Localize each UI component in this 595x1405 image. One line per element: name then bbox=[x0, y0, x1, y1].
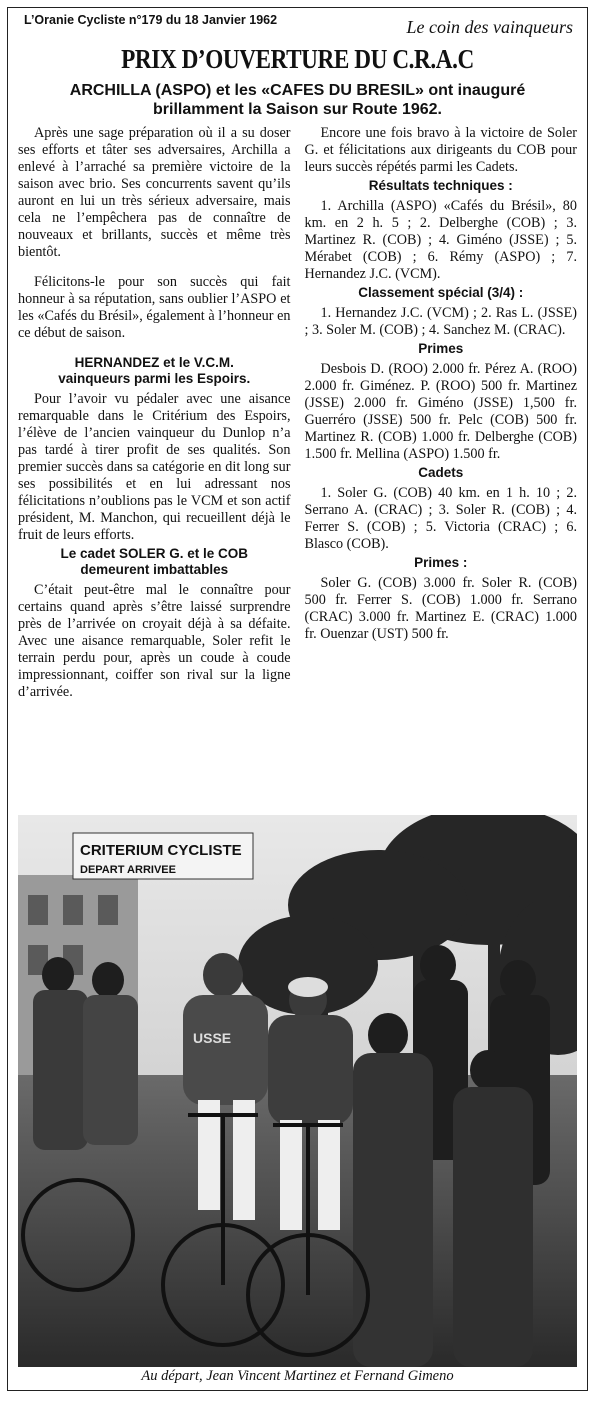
right-column bbox=[305, 125, 578, 714]
article-columns bbox=[18, 125, 577, 714]
heading-line: Le cadet SOLER G. et le COB bbox=[60, 546, 249, 561]
section-heading-cadets bbox=[18, 546, 291, 578]
results-text: 1. Archilla (ASPO) «Cafés du Brésil», 80 km. en 2 h. 5 ; 2. Delberghe (COB) ; 3. Martinez R. (COB) ; 4. Giméno (JSSE) ; 5. Mérabet (COB) ; 6. Rémy (ASPO) ; 7. Hernandez J.C. (VCM). bbox=[304, 198, 577, 282]
paragraph: Après une sage préparation où il a su doser ses efforts et tâter ses adversaires, Archilla a enlevé à l’arraché sa première victoire de la saison avec brio. Ses concurrents savent qu’ils auront en lui un très sérieux adversaire, mais cela ne l’empêchera pas de connaître de nouveaux et brillants, succès et même très bientôt. bbox=[18, 125, 291, 260]
heading-line: HERNANDEZ et le V.C.M. bbox=[74, 355, 234, 370]
article-subtitle: ARCHILLA (ASPO) et les «CAFES DU BRESIL» ont inauguré brillamment la Saison sur Route 1962. bbox=[69, 82, 526, 118]
special-ranking-text: 1. Hernandez J.C. (VCM) ; 2. Ras L. (JSSE) ; 3. Soler M. (COB) ; 4. Sanchez M. (CRAC). bbox=[304, 305, 577, 338]
heading-line: demeurent imbattables bbox=[80, 562, 229, 577]
newspaper-page bbox=[7, 7, 588, 1391]
article-title: PRIX D’OUVERTURE DU C.R.A.C bbox=[121, 44, 474, 74]
primes-heading: Primes bbox=[418, 341, 464, 356]
special-ranking-heading: Classement spécial (3/4) : bbox=[358, 285, 524, 300]
banner-title: CRITERIUM CYCLISTE bbox=[80, 842, 242, 859]
paragraph: Encore une fois bravo à la victoire de Soler G. et félicitations aux dirigeants du COB pour leurs succès répétés parmi les Cadets. bbox=[304, 125, 577, 175]
results-heading: Résultats techniques : bbox=[368, 178, 513, 193]
cadets-text: 1. Soler G. (COB) 40 km. en 1 h. 10 ; 2. Serrano A. (CRAC) ; 3. Soler R. (COB) ; 4. Ferrer S. (COB) ; 5. Victoria (CRAC) ; 6. Blasco (COB). bbox=[304, 485, 577, 552]
paragraph: C’était peut-être mal le connaître pour certains quand après s’être laissé surprendre près de l’arrivée on croyait déjà à sa défaite. Avec une aisance remarquable, Soler refit le terrain perdu pour, après un coude à coude impressionnant, coiffer son rival sur la ligne d’arrivée. bbox=[18, 582, 291, 700]
race-banner bbox=[73, 833, 253, 879]
photo-caption: Au départ, Jean Vincent Martinez et Fernand Gimeno bbox=[141, 1368, 454, 1384]
banner-subtitle: DEPART ARRIVEE bbox=[80, 864, 176, 876]
cadets-primes-text: Soler G. (COB) 3.000 fr. Soler R. (COB) 500 fr. Ferrer S. (COB) 1.000 fr. Serrano (CRAC) 3.000 fr. Martinez E. (CRAC) 1.000 fr. Ouenzar (UST) 500 fr. bbox=[304, 575, 577, 642]
paragraph: Félicitons-le pour son succès qui fait honneur à sa réputation, sans oublier l’ASPO et les «Cafés du Brésil», également à l’honneur en ce début de saison. bbox=[18, 274, 291, 341]
photo-illustration bbox=[18, 815, 577, 1367]
jersey-text: USSE bbox=[193, 1030, 232, 1046]
heading-line: vainqueurs parmi les Espoirs. bbox=[58, 371, 251, 386]
cadets-heading: Cadets bbox=[418, 465, 464, 480]
section-rubric: Le coin des vainqueurs bbox=[406, 17, 573, 37]
masthead bbox=[18, 8, 577, 42]
publication-line: L’Oranie Cycliste n°179 du 18 Janvier 1962 bbox=[24, 13, 278, 27]
race-start-photo bbox=[18, 815, 577, 1367]
cadets-primes-heading: Primes : bbox=[414, 555, 468, 570]
left-column bbox=[18, 125, 291, 714]
paragraph: Pour l’avoir vu pédaler avec une aisance remarquable dans le Critérium des Espoirs, l’élève de l’ancien vainqueur du Dunlop n’a pas tardé à tirer profit de ses qualités. Son premier succès dans sa catégorie en dit long sur ses possibilités et en lui adressant nos félicitations n’oublions pas le VCM et son actif président, M. Manchon, qui recueillent déjà le fruit de leurs efforts. bbox=[18, 391, 291, 543]
section-heading-espoirs bbox=[18, 355, 291, 387]
primes-text: Desbois D. (ROO) 2.000 fr. Pérez A. (ROO) 2.000 fr. Giménez. P. (ROO) 500 fr. Martinez (JSSE) 2.000 fr. Giméno (JSSE) 1,500 fr. Guerréro (JSSE) 500 fr. Pelc (COB) 500 fr. Martinez R. (COB) 1.000 fr. Delberghe (COB) 1.500 fr. Mellina (ASPO) 1.500 fr. bbox=[304, 361, 577, 462]
